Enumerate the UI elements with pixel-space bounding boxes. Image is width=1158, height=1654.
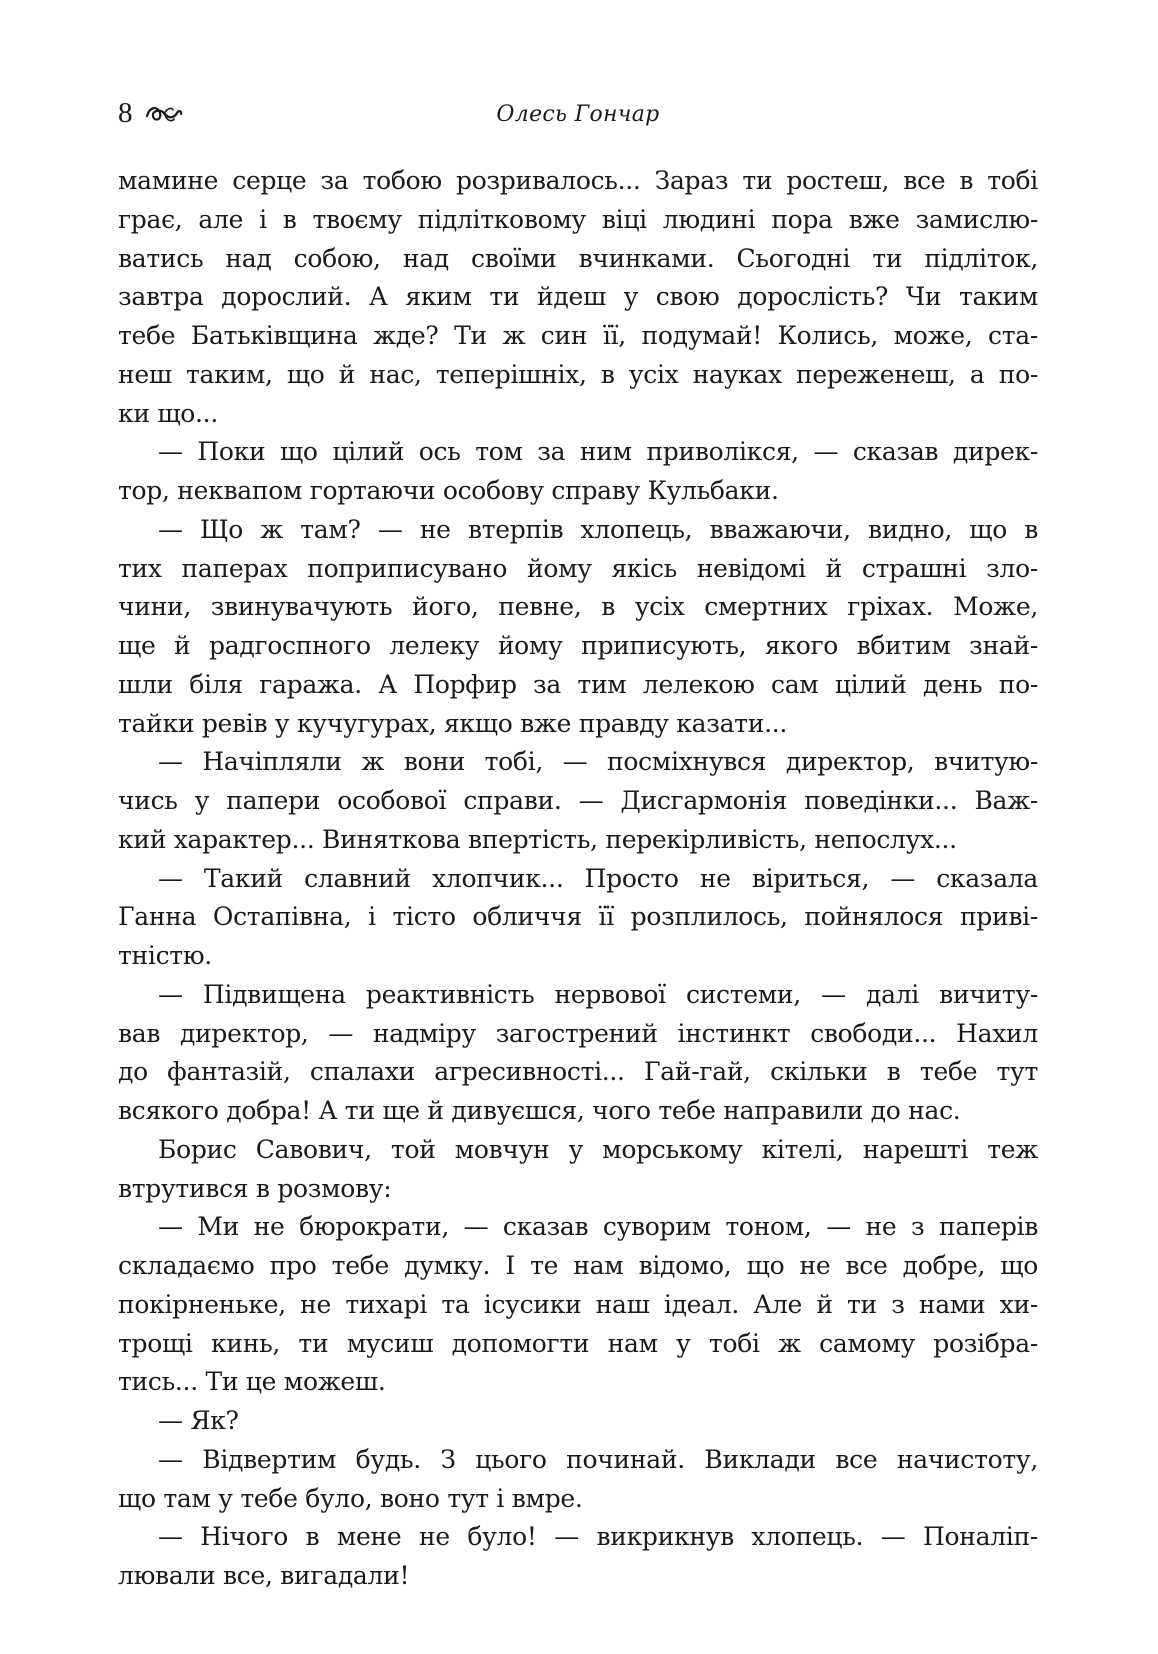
text-line: що там у тебе було, воно тут і вмре. bbox=[118, 1483, 583, 1513]
text-line: — Поки що цілий ось том за ним приволікся, — сказав дирек- bbox=[158, 437, 1038, 467]
text-line: ки що... bbox=[118, 398, 218, 428]
text-line: тись... Ти це можеш. bbox=[118, 1367, 386, 1397]
text-line: Ганна Остапівна, і тісто обличчя її розплилось, пойнялося приві- bbox=[118, 902, 1038, 932]
text-line: чись у папери особової справи. — Дисгармонія поведінки... Важ- bbox=[118, 786, 1038, 815]
text-line: ватись над собою, над своїми вчинками. Сьогодні ти підліток, bbox=[118, 243, 1038, 273]
text-line: ще й радгоспного лелеку йому приписують, якого вбитим знай- bbox=[118, 631, 1038, 660]
text-line: кий характер... Виняткова впертість, перекірливість, непослух... bbox=[118, 824, 957, 854]
text-line: завтра дорослий. А яким ти йдеш у свою дорослість? Чи таким bbox=[118, 282, 1038, 312]
text-line: — Як? bbox=[158, 1406, 239, 1435]
text-line: покірненьке, не тихарі та ісусики наш ідеал. Але й ти з нами хи- bbox=[118, 1289, 1038, 1319]
text-line: всякого добра! А ти ще й дивуєшся, чого тебе направили до нас. bbox=[118, 1096, 961, 1125]
page-header bbox=[118, 96, 1038, 136]
text-line: шли біля гаража. А Порфир за тим лелекою сам цілий день по- bbox=[118, 669, 1038, 699]
text-line: мамине серце за тобою розривалось... Зараз ти ростеш, все в тобі bbox=[118, 166, 1038, 195]
text-line: — Відвертим будь. З цього починай. Виклади все начистоту, bbox=[158, 1444, 1038, 1474]
text-line: тих паперах поприписувано йому якісь невідомі й страшні зло- bbox=[118, 553, 1038, 583]
text-line: вав директор, — надміру загострений інстинкт свободи... Нахил bbox=[118, 1018, 1038, 1048]
text-line: — Нічого в мене не було! — викрикнув хлопець. — Поналіп- bbox=[158, 1522, 1038, 1552]
text-line: складаємо про тебе думку. І те нам відомо, що не все добре, що bbox=[118, 1251, 1038, 1280]
text-line: до фантазій, спалахи агресивності... Гай-гай, скільки в тебе тут bbox=[118, 1057, 1038, 1087]
text-line: чини, звинувачують його, певне, в усіх смертних гріхах. Може, bbox=[118, 592, 1038, 622]
text-line: — Начіпляли ж вони тобі, — посміхнувся директор, вчитую- bbox=[158, 747, 1038, 777]
text-line: — Підвищена реактивність нервової системи, — далі вичиту- bbox=[158, 979, 1038, 1009]
body-text bbox=[118, 162, 1038, 1596]
text-line: трощі кинь, ти мусиш допомогти нам у тобі ж самому розібра- bbox=[118, 1328, 1038, 1358]
text-line: — Що ж там? — не втерпів хлопець, вважаючи, видно, що в bbox=[158, 514, 1038, 544]
text-line: лювали все, вигадали! bbox=[118, 1561, 410, 1590]
text-line: втрутився в розмову: bbox=[118, 1173, 392, 1203]
text-line: тністю. bbox=[118, 941, 212, 970]
text-line: тор, неквапом гортаючи особову справу Кульбаки. bbox=[118, 476, 779, 505]
running-title: Олесь Гончар bbox=[496, 102, 660, 127]
page-number: 8 bbox=[118, 97, 133, 129]
text-line: тайки ревів у кучугурах, якщо вже правду казати... bbox=[118, 708, 788, 738]
text-line: тебе Батьківщина жде? Ти ж син її, подумай! Колись, може, ста- bbox=[118, 321, 1038, 350]
text-line: — Ми не бюрократи, — сказав суворим тоном, — не з паперів bbox=[158, 1212, 1038, 1242]
text-line: — Такий славний хлопчик... Просто не віриться, — сказала bbox=[158, 863, 1038, 893]
text-line: Борис Савович, той мовчун у морському кітелі, нарешті теж bbox=[158, 1134, 1038, 1164]
text-line: грає, але і в твоєму підлітковому віці людині пора вже замислю- bbox=[118, 204, 1038, 234]
text-line: неш таким, що й нас, теперішніх, в усіх науках переженеш, а по- bbox=[118, 359, 1038, 389]
